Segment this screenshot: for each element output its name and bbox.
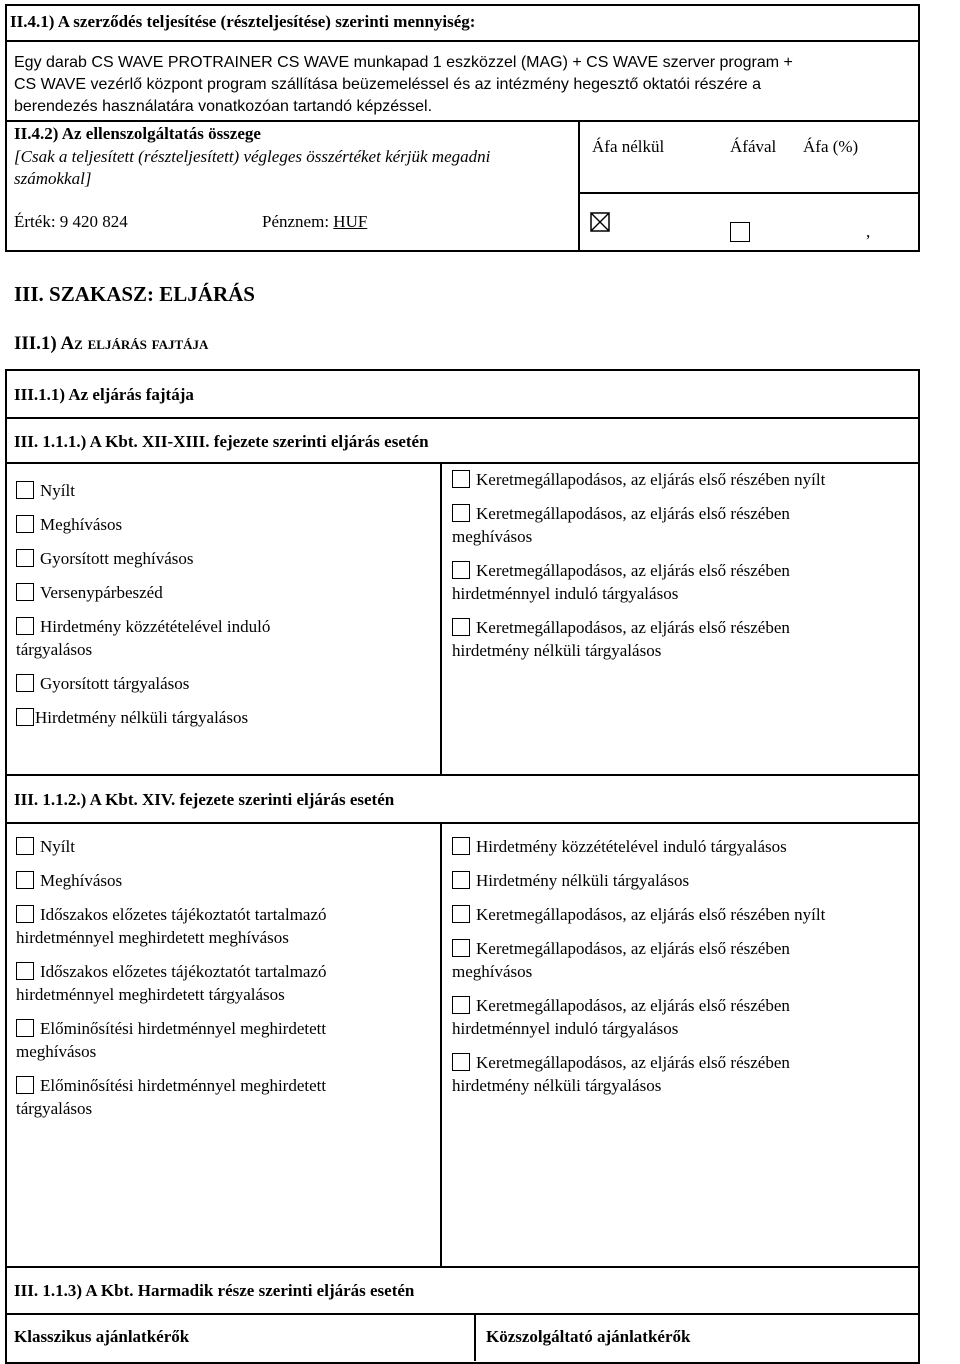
option-label: Keretmegállapodásos, az eljárás első részében: [476, 1053, 790, 1072]
sub1-option-keret-meghivasos-cont: meghívásos: [452, 527, 533, 546]
sub1-option-keret-hirdetmennyel-cont: hirdetménnyel induló tárgyalásos: [452, 584, 679, 603]
sub1-option-hirdetmeny-kozzetetel[interactable]: [16, 615, 270, 638]
checkbox-icon: [452, 618, 470, 636]
option-label: Hirdetmény közzétételével induló tárgyalásos: [476, 837, 787, 856]
sub1-option-keret-hirdetmeny-nelkuli-cont: hirdetmény nélküli tárgyalásos: [452, 641, 662, 660]
option-label: Keretmegállapodásos, az eljárás első részében nyílt: [476, 905, 826, 924]
divider: [5, 40, 920, 42]
option-label: Versenypárbeszéd: [40, 583, 163, 602]
col-afaval: Áfával: [730, 137, 777, 156]
option-label: Hirdetmény nélküli tárgyalásos: [476, 871, 690, 890]
option-label: Meghívásos: [40, 515, 123, 534]
sub3-title: III. 1.1.3) A Kbt. Harmadik része szerinti eljárás esetén: [14, 1281, 415, 1300]
divider: [5, 417, 920, 419]
col-afa-nelkul: Áfa nélkül: [592, 137, 665, 156]
col-afa-pct: Áfa (%): [803, 137, 859, 156]
checkbox-icon: [16, 549, 34, 567]
divider: [474, 1313, 476, 1361]
sub2-option-meghivasos[interactable]: [16, 869, 122, 892]
checkbox-icon: [452, 905, 470, 923]
sub2-option-elominositesi-meghivasos-cont: meghívásos: [16, 1042, 97, 1061]
sub3-utility-contracting: Közszolgáltató ajánlatkérők: [486, 1327, 691, 1346]
divider: [578, 192, 920, 194]
checkbox-icon: [16, 962, 34, 980]
divider: [440, 462, 442, 774]
sub1-option-gyorsitott-targyalasos[interactable]: [16, 672, 189, 695]
sub2-option-idoszakos-meghivasos[interactable]: [16, 903, 327, 926]
sub2-option-keret-hirdetmennyel-cont: hirdetménnyel induló tárgyalásos: [452, 1019, 679, 1038]
checkbox-icon: [452, 470, 470, 488]
option-label: Gyorsított meghívásos: [40, 549, 194, 568]
amount-note-line-1: [Csak a teljesített (részteljesített) végleges összértéket kérjük megadni: [14, 147, 491, 166]
option-label: Keretmegállapodásos, az eljárás első részében: [476, 939, 790, 958]
checkbox-icon: [16, 1019, 34, 1037]
sub2-option-hirdetmeny-nelkuli[interactable]: [452, 869, 689, 892]
sub3-classic-contracting: Klasszikus ajánlatkérők: [14, 1327, 190, 1346]
sub1-option-nyilt[interactable]: [16, 479, 75, 502]
amount-note-line-2: számokkal]: [14, 169, 92, 188]
checkbox-icon: [452, 939, 470, 957]
checkbox-icon: [452, 1053, 470, 1071]
sub2-option-elominositesi-meghivasos[interactable]: [16, 1017, 326, 1040]
checkbox-icon: [16, 708, 34, 726]
option-label: Keretmegállapodásos, az eljárás első részében nyílt: [476, 470, 826, 489]
sub2-option-keret-hirdetmeny-nelkuli-cont: hirdetmény nélküli tárgyalásos: [452, 1076, 662, 1095]
option-label: Előminősítési hirdetménnyel meghirdetett: [40, 1076, 327, 1095]
sub2-option-keret-hirdetmennyel[interactable]: [452, 994, 790, 1017]
quantity-line-2: CS WAVE vezérlő központ program szállítása beüzemeléssel és az intézmény hegesztő oktatói részére a: [14, 76, 762, 93]
quantity-line-1: Egy darab CS WAVE PROTRAINER CS WAVE munkapad 1 eszközzel (MAG) + CS WAVE szerver program +: [14, 54, 793, 71]
option-label: Nyílt: [40, 481, 75, 500]
sub1-option-keret-hirdetmennyel[interactable]: [452, 559, 790, 582]
divider: [5, 120, 920, 122]
sub2-option-keret-meghivasos-cont: meghívásos: [452, 962, 533, 981]
sub2-option-idoszakos-meghivasos-cont: hirdetménnyel meghirdetett meghívásos: [16, 928, 289, 947]
sub1-option-meghivasos[interactable]: [16, 513, 122, 536]
checked-checkbox-afa-nelkul[interactable]: [590, 212, 610, 232]
checkbox-icon: [16, 481, 34, 499]
sub2-option-keret-meghivasos[interactable]: [452, 937, 790, 960]
checkbox-icon: [452, 837, 470, 855]
option-label: Meghívásos: [40, 871, 123, 890]
divider: [578, 120, 580, 252]
checkbox-icon: [16, 515, 34, 533]
section-2-4-2-title: II.4.2) Az ellenszolgáltatás összege: [14, 124, 261, 143]
divider: [5, 1313, 920, 1315]
option-label: Gyorsított tárgyalásos: [40, 674, 190, 693]
sub2-title: III. 1.1.2.) A Kbt. XIV. fejezete szerinti eljárás esetén: [14, 790, 395, 809]
sub1-option-hirdetmeny-kozzetetel-cont: tárgyalásos: [16, 640, 93, 659]
divider: [440, 822, 442, 1266]
checkbox-icon: [452, 996, 470, 1014]
checkbox-icon: [452, 561, 470, 579]
sub2-option-nyilt[interactable]: [16, 835, 75, 858]
divider: [5, 462, 920, 464]
checkbox-icon: [452, 504, 470, 522]
sub2-option-idoszakos-targyalasos-cont: hirdetménnyel meghirdetett tárgyalásos: [16, 985, 285, 1004]
afa-pct-separator: ,: [866, 222, 871, 241]
currency-label: [262, 212, 367, 232]
sub1-option-keret-hirdetmeny-nelkuli[interactable]: [452, 616, 790, 639]
option-label: Keretmegállapodásos, az eljárás első részében: [476, 561, 790, 580]
option-label: Hirdetmény közzétételével induló: [40, 617, 271, 636]
quantity-line-3: berendezés használatára vonatkozóan tartandó képzéssel.: [14, 98, 433, 115]
value-label: Érték: 9 420 824: [14, 212, 128, 231]
section-3-1-title: III.1) Az eljárás fajtája: [14, 333, 209, 354]
sub2-option-keret-hirdetmeny-nelkuli[interactable]: [452, 1051, 790, 1074]
checkbox-icon: [452, 871, 470, 889]
checkbox-afaval[interactable]: [730, 222, 750, 242]
option-label: Nyílt: [40, 837, 75, 856]
sub2-option-keret-nyilt[interactable]: [452, 903, 825, 926]
checkbox-icon: [16, 871, 34, 889]
sub1-option-versenyparbeszed[interactable]: [16, 581, 163, 604]
sub1-option-keret-nyilt[interactable]: [452, 468, 825, 491]
divider: [5, 774, 920, 776]
sub2-option-elominositesi-targyalasos[interactable]: [16, 1074, 326, 1097]
option-label: Időszakos előzetes tájékoztatót tartalmazó: [40, 905, 327, 924]
sub2-option-idoszakos-targyalasos[interactable]: [16, 960, 327, 983]
currency-label-text: Pénznem:: [262, 212, 330, 231]
sub1-option-hirdetmeny-nelkuli[interactable]: [16, 706, 248, 729]
sub1-option-keret-meghivasos[interactable]: [452, 502, 790, 525]
option-label: Előminősítési hirdetménnyel meghirdetett: [40, 1019, 327, 1038]
currency-value: HUF: [333, 212, 368, 231]
checkbox-icon: [16, 674, 34, 692]
checkbox-icon: [16, 1076, 34, 1094]
option-label: Hirdetmény nélküli tárgyalásos: [35, 708, 249, 727]
option-label: Keretmegállapodásos, az eljárás első részében: [476, 504, 790, 523]
checkbox-icon: [16, 837, 34, 855]
checkbox-icon: [16, 617, 34, 635]
section-3-title: III. SZAKASZ: ELJÁRÁS: [14, 282, 255, 306]
section-2-4-1-title: II.4.1) A szerződés teljesítése (részteljesítése) szerinti mennyiség:: [10, 12, 476, 31]
sub2-option-hirdetmeny-kozzetetel[interactable]: [452, 835, 787, 858]
option-label: Keretmegállapodásos, az eljárás első részében: [476, 618, 790, 637]
procedure-type-title: III.1.1) Az eljárás fajtája: [14, 385, 194, 404]
option-label: Keretmegállapodásos, az eljárás első részében: [476, 996, 790, 1015]
checkbox-icon: [16, 905, 34, 923]
sub1-option-gyorsitott-meghivasos[interactable]: [16, 547, 193, 570]
divider: [5, 1266, 920, 1268]
checkbox-icon: [16, 583, 34, 601]
option-label: Időszakos előzetes tájékoztatót tartalmazó: [40, 962, 327, 981]
checkbox-checked-icon: [590, 212, 610, 232]
divider: [5, 822, 920, 824]
sub1-title: III. 1.1.1.) A Kbt. XII-XIII. fejezete szerinti eljárás esetén: [14, 432, 429, 451]
sub2-option-elominositesi-targyalasos-cont: tárgyalásos: [16, 1099, 93, 1118]
